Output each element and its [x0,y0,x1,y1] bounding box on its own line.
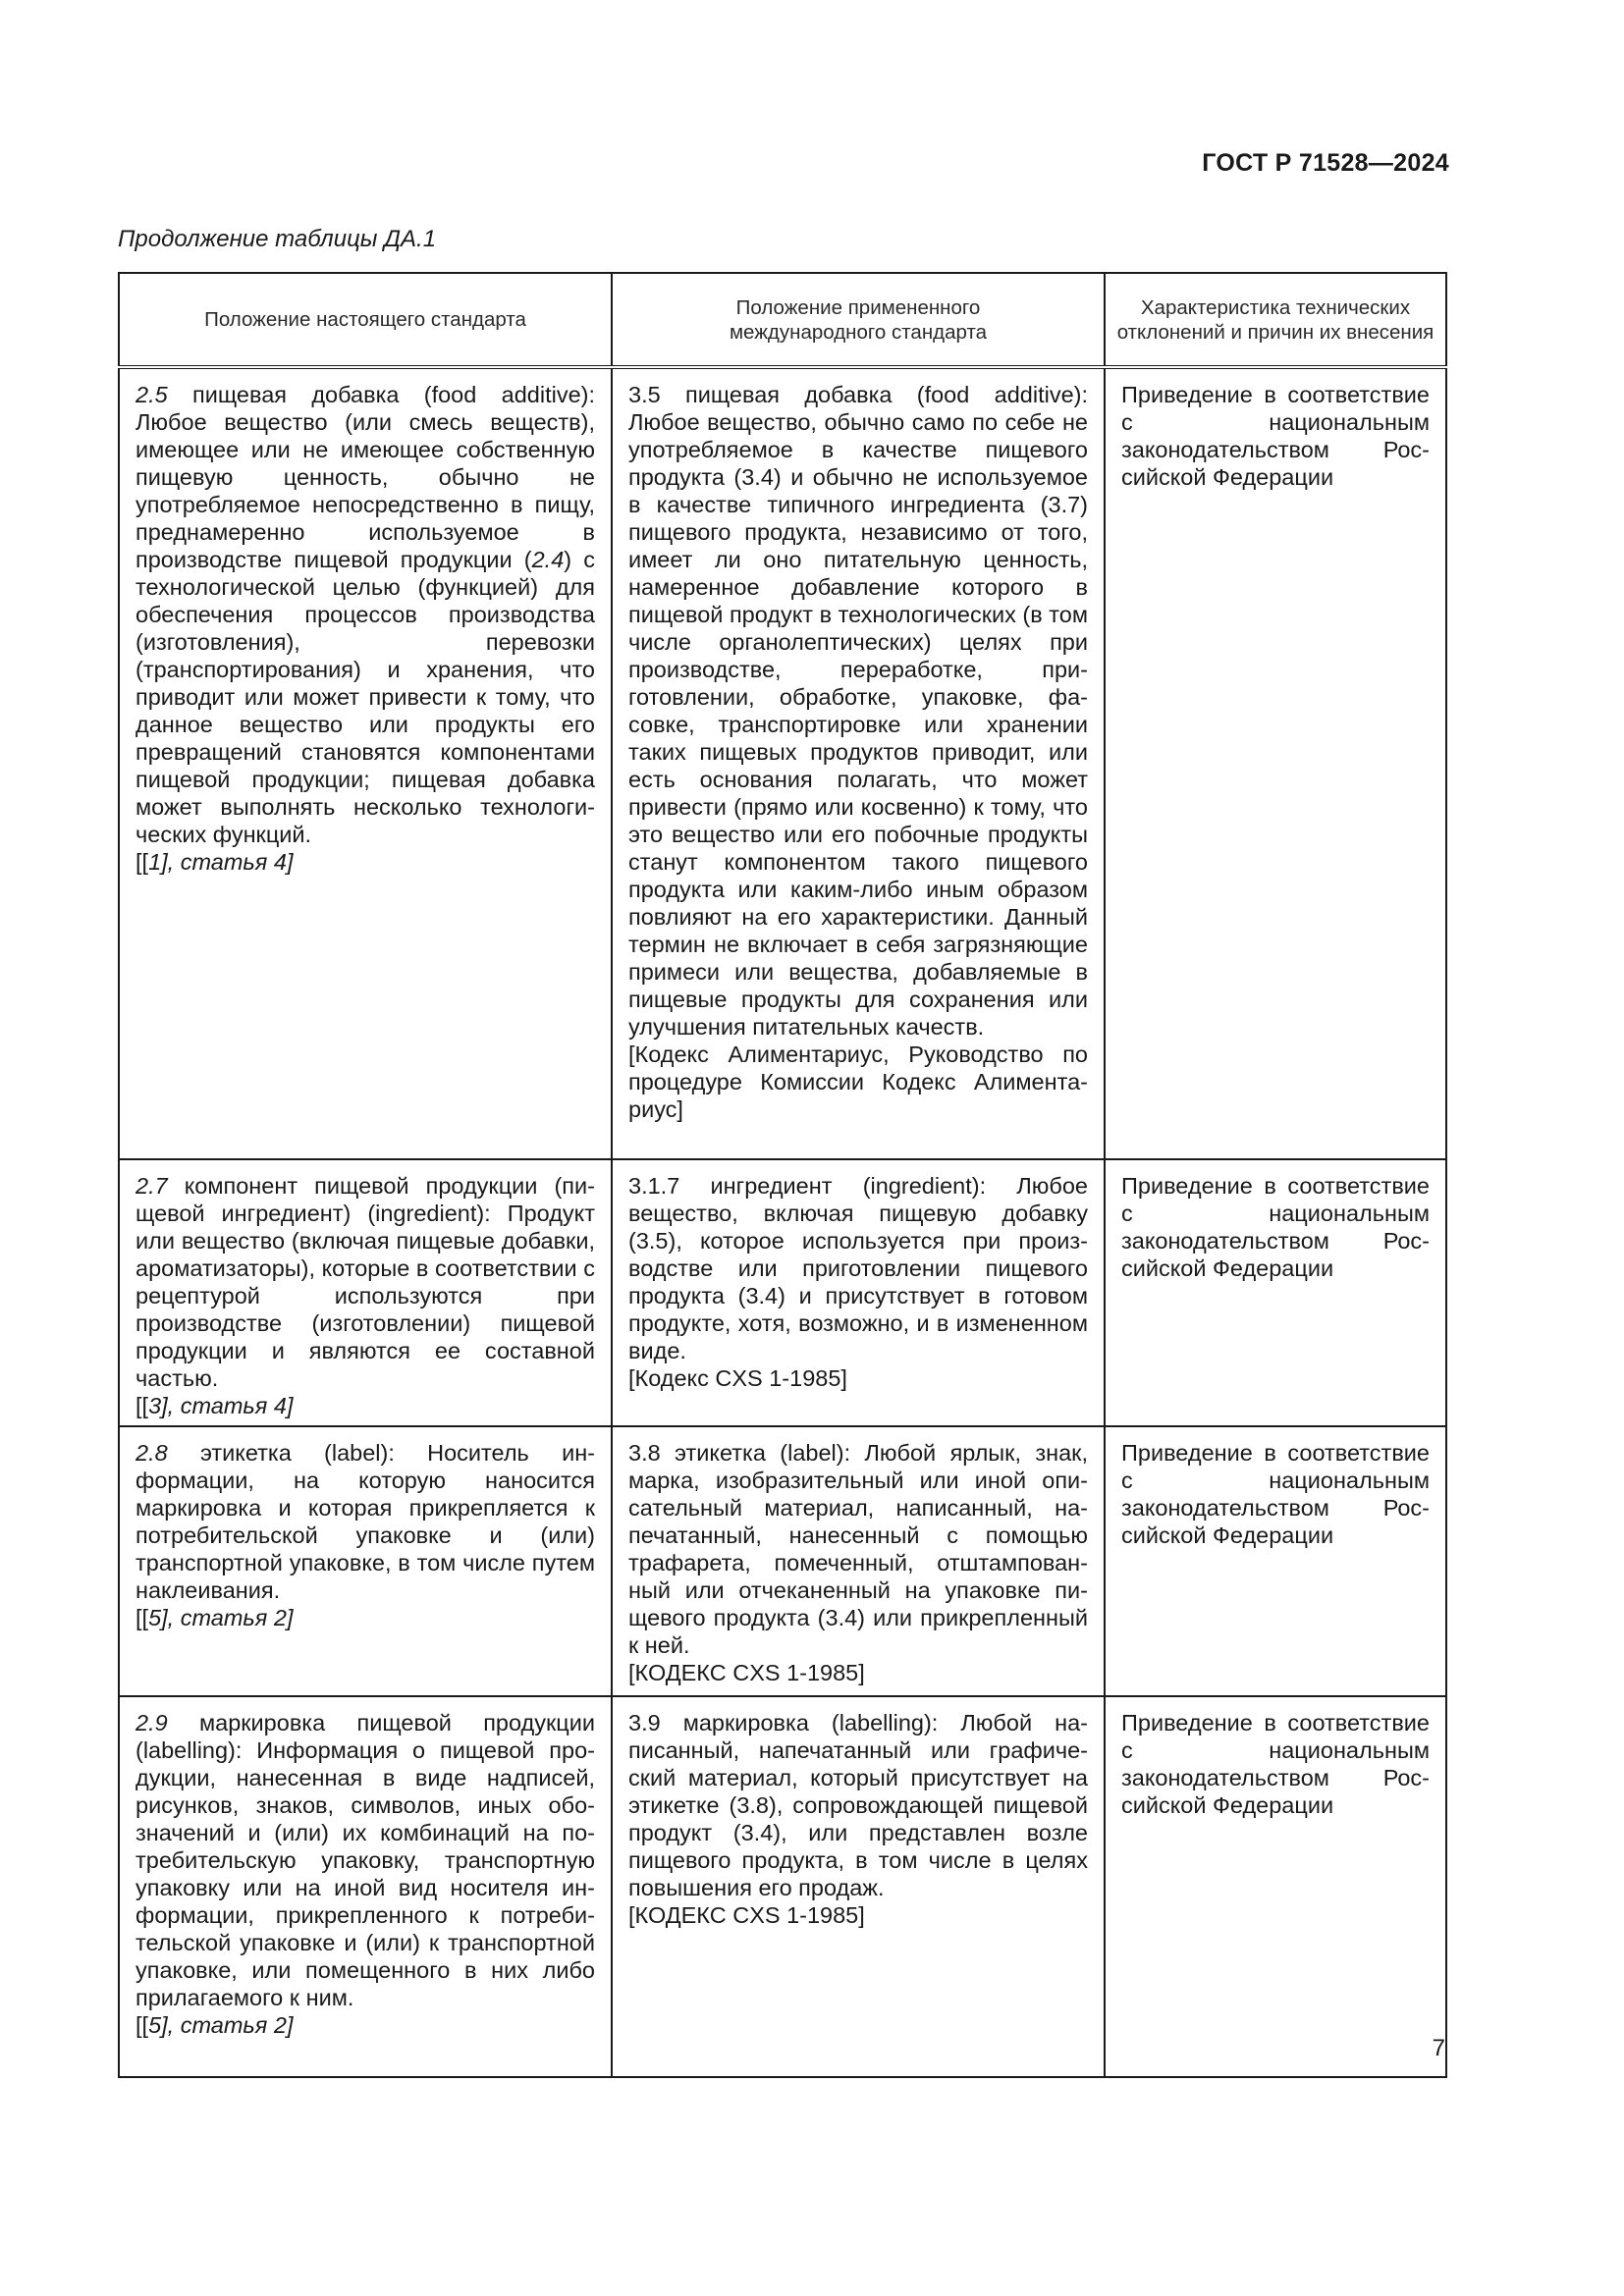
international-reference: [КОДЕКС CXS 1-1985] [628,1660,865,1685]
clause-reference [135,1604,595,1631]
clause-number: 2.5 [135,382,168,407]
ref-article: ], статья 2] [161,2012,294,2038]
ref-article: ], статья 4] [161,849,294,875]
national-cell [119,1159,612,1426]
international-text: 3.1.7 ингредиент (ingredient): Любое вещество, включая пищевую добавку (3.5), которое используется при производстве или приготовлении пищевого продукта (3.4) и присутствует в готовом продукте, хотя, возможно, и в измененном виде. [628,1173,1088,1363]
comparison-table [118,272,1447,2078]
national-cell [119,1426,612,1696]
international-cell [612,1696,1105,2077]
ref-number: 1 [148,849,162,875]
clause-xref: 2.4 [531,547,565,572]
international-cell [612,1159,1105,1426]
ref-open: [[ [135,849,149,875]
ref-open: [[ [135,1393,149,1418]
table-row [119,1426,1446,1696]
national-cell [119,367,612,1159]
deviation-cell: Приведение в соответствие с национальным законодательством Российской Федерации [1105,1159,1446,1426]
clause-text-tail: ) с технологической целью (функцией) для обеспечения процессов производства (изготовления), перевозки (транспортирования) и хранения, что приводит или может привести к тому, что данное вещество или продукты его превращений становятся компонентами пищевой продукции; пищевая добавка может выполнять несколько технологических функций. [135,547,596,847]
clause-reference [135,848,595,876]
clause-text: маркировка пищевой продукции (labelling): Информация о пищевой продукции, нанесенная в виде надписей, рисунков, знаков, символов, иных обозначений и (или) их комбинаций на потребительскую упаковку, транспортную упаковку или на иной вид носителя информации, прикрепленного к потребительской упаковке и (или) к транспортной упаковке, или помещенного в них либо прилагаемого к ним. [135,1710,595,2010]
page-number: 7 [1432,2035,1445,2061]
clause-number: 2.8 [135,1440,168,1466]
international-reference: [Кодекс CXS 1-1985] [628,1365,847,1391]
clause-reference [135,1392,595,1419]
ref-number: 5 [148,1605,162,1630]
clause-text: пищевая добавка (food additive): Любое вещество (или смесь веществ), имеющее или не имеющее собственную пищевую ценность, обычно не употребляемое непосредственно в пищу, преднамеренно используемое в производстве пищевой продукции ( [135,382,595,572]
table-header-row [119,273,1446,367]
column-header-national: Положение настоящего стандарта [119,273,612,367]
standard-code: ГОСТ Р 71528—2024 [1202,149,1449,177]
table-caption: Продолжение таблицы ДА.1 [118,226,437,252]
column-header-international: Положение примененного международного стандарта [612,273,1105,367]
ref-number: 5 [148,2012,162,2038]
ref-open: [[ [135,2012,149,2038]
column-header-deviation: Характеристика технических отклонений и причин их внесения [1105,273,1446,367]
deviation-cell: Приведение в соответствие с национальным законодательством Российской Федерации [1105,1426,1446,1696]
international-cell [612,1426,1105,1696]
table-row [119,367,1446,1159]
clause-text: этикетка (label): Носитель информации, на которую наносится маркировка и которая прикрепляется к потребительской упаковке и (или) транспортной упаковке, в том числе путем наклеивания. [135,1440,595,1603]
international-reference: [Кодекс Алиментариус, Руководство по процедуре Комиссии Кодекс Алиментариус] [628,1041,1088,1122]
ref-article: ], статья 4] [161,1393,294,1418]
table-row [119,1159,1446,1426]
table-row [119,1696,1446,2077]
clause-reference [135,2011,595,2039]
international-reference: [КОДЕКС CXS 1-1985] [628,1902,865,1928]
international-text: 3.5 пищевая добавка (food additive): Любое вещество, обычно само по себе не употребляемое в качестве пищевого продукта (3.4) и обычно не используемое в качестве типичного ингредиента (3.7) пищевого продукта, независимо от того, имеет ли оно питательную ценность, намеренное добавление которого в пищевой продукт в технологических (в том числе органолептических) целях при производстве, переработке, приготовлении, обработке, упаковке, фасовке, транспортировке или хранении таких пищевых продуктов приводит, или есть основания полагать, что может привести (прямо или косвенно) к тому, что это вещество или его побочные продукты станут компонентом такого пищевого продукта или каким-либо иным образом повлияют на его характеристики. Данный термин не включает в себя загрязняющие примеси или вещества, добавляемые в пищевые продукты для сохранения или улучшения питательных качеств. [628,382,1088,1040]
national-cell [119,1696,612,2077]
clause-number: 2.9 [135,1710,168,1735]
ref-number: 3 [148,1393,162,1418]
ref-open: [[ [135,1605,149,1630]
international-text: 3.8 этикетка (label): Любой ярлык, знак, марка, изобразительный или иной описательный материал, написанный, напечатанный, нанесенный с помощью трафарета, помеченный, отштампованный или отчеканенный на упаковке пищевого продукта (3.4) или прикрепленный к ней. [628,1440,1088,1658]
international-text: 3.9 маркировка (labelling): Любой написанный, напечатанный или графический материал, который присутствует на этикетке (3.8), сопровождающей пищевой продукт (3.4), или представлен возле пищевого продукта, в том числе в целях повышения его продаж. [628,1710,1088,1900]
clause-text: компонент пищевой продукции (пищевой ингредиент) (ingredient): Продукт или вещество (включая пищевые добавки, ароматизаторы), которые в соответствии с рецептурой используются при производстве (изготовлении) пищевой продукции и являются ее составной частью. [135,1173,595,1391]
deviation-cell: Приведение в соответствие с национальным законодательством Российской Федерации [1105,1696,1446,2077]
clause-number: 2.7 [135,1173,168,1199]
deviation-cell: Приведение в соответствие с национальным законодательством Российской Федерации [1105,367,1446,1159]
ref-article: ], статья 2] [161,1605,294,1630]
international-cell [612,367,1105,1159]
